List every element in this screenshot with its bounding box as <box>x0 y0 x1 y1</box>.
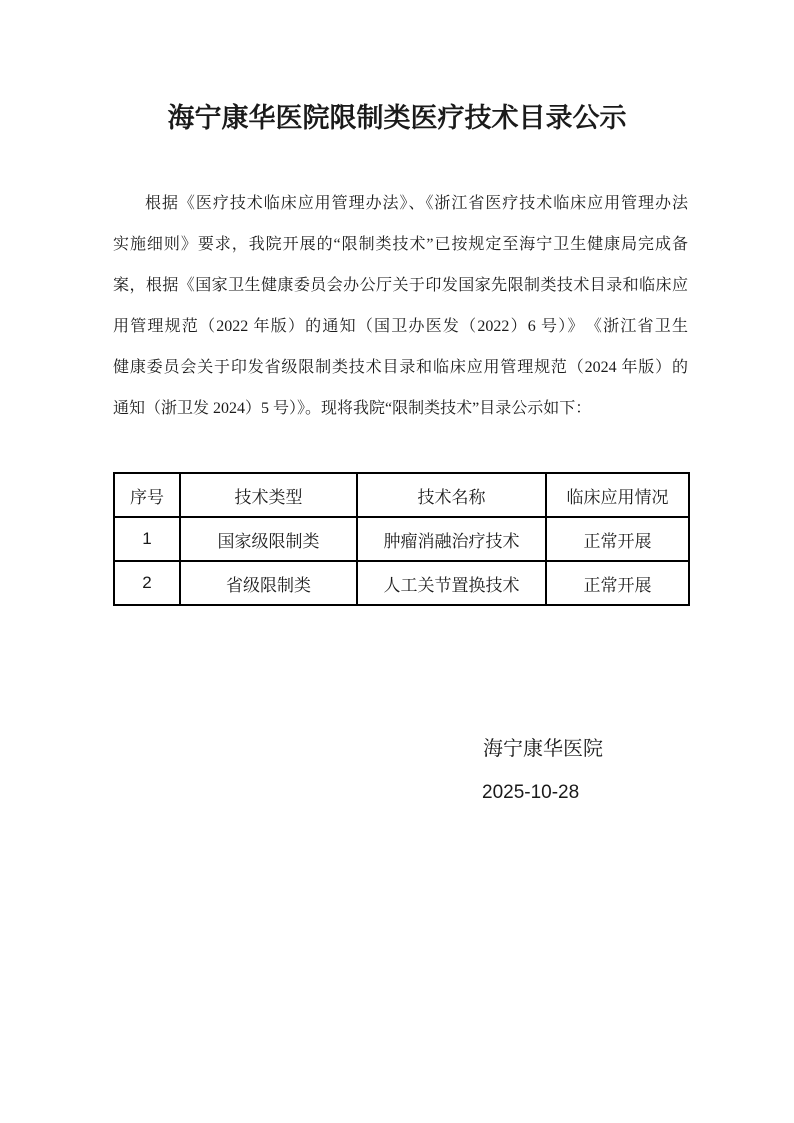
cell-index: 2 <box>114 561 180 605</box>
paragraph-line-3: 案，根据《国家卫生健康委员会办公厅关于印发国家先限制类技术目录和临床应 <box>113 277 688 294</box>
restricted-technology-table <box>113 472 690 606</box>
table-header-clinical-status: 临床应用情况 <box>546 473 689 517</box>
paragraph-line-5: 健康委员会关于印发省级限制类技术目录和临床应用管理规范（2024 年版）的 <box>113 359 688 376</box>
cell-clinical-status: 正常开展 <box>546 517 689 561</box>
cell-technology-name: 人工关节置换技术 <box>357 561 546 605</box>
paragraph-line-6: 通知（浙卫发 2024）5 号）》。现将我院“限制类技术”目录公示如下： <box>113 400 592 417</box>
body-paragraph <box>113 183 688 429</box>
table-header-technology-name: 技术名称 <box>357 473 546 517</box>
paragraph-line-2: 实施细则》要求，我院开展的“限制类技术”已按规定至海宁卫生健康局完成备 <box>113 236 688 253</box>
cell-technology-type: 省级限制类 <box>180 561 357 605</box>
table-row <box>114 561 689 605</box>
paragraph-line-4: 用管理规范（2022 年版）的通知（国卫办医发（2022）6 号）》 《浙江省卫生 <box>113 318 688 335</box>
signature-date: 2025-10-28 <box>482 782 580 803</box>
signature-hospital-name: 海宁康华医院 <box>483 738 603 760</box>
paragraph-line-1: 根据《医疗技术临床应用管理办法》、《浙江省医疗技术临床应用管理办法 <box>145 195 688 212</box>
table-row <box>114 517 689 561</box>
cell-clinical-status: 正常开展 <box>546 561 689 605</box>
table-header-row <box>114 473 689 517</box>
table-header-technology-type: 技术类型 <box>180 473 357 517</box>
cell-technology-name: 肿瘤消融治疗技术 <box>357 517 546 561</box>
cell-technology-type: 国家级限制类 <box>180 517 357 561</box>
document-title: 海宁康华医院限制类医疗技术目录公示 <box>167 103 627 133</box>
table-header-index: 序号 <box>114 473 180 517</box>
cell-index: 1 <box>114 517 180 561</box>
